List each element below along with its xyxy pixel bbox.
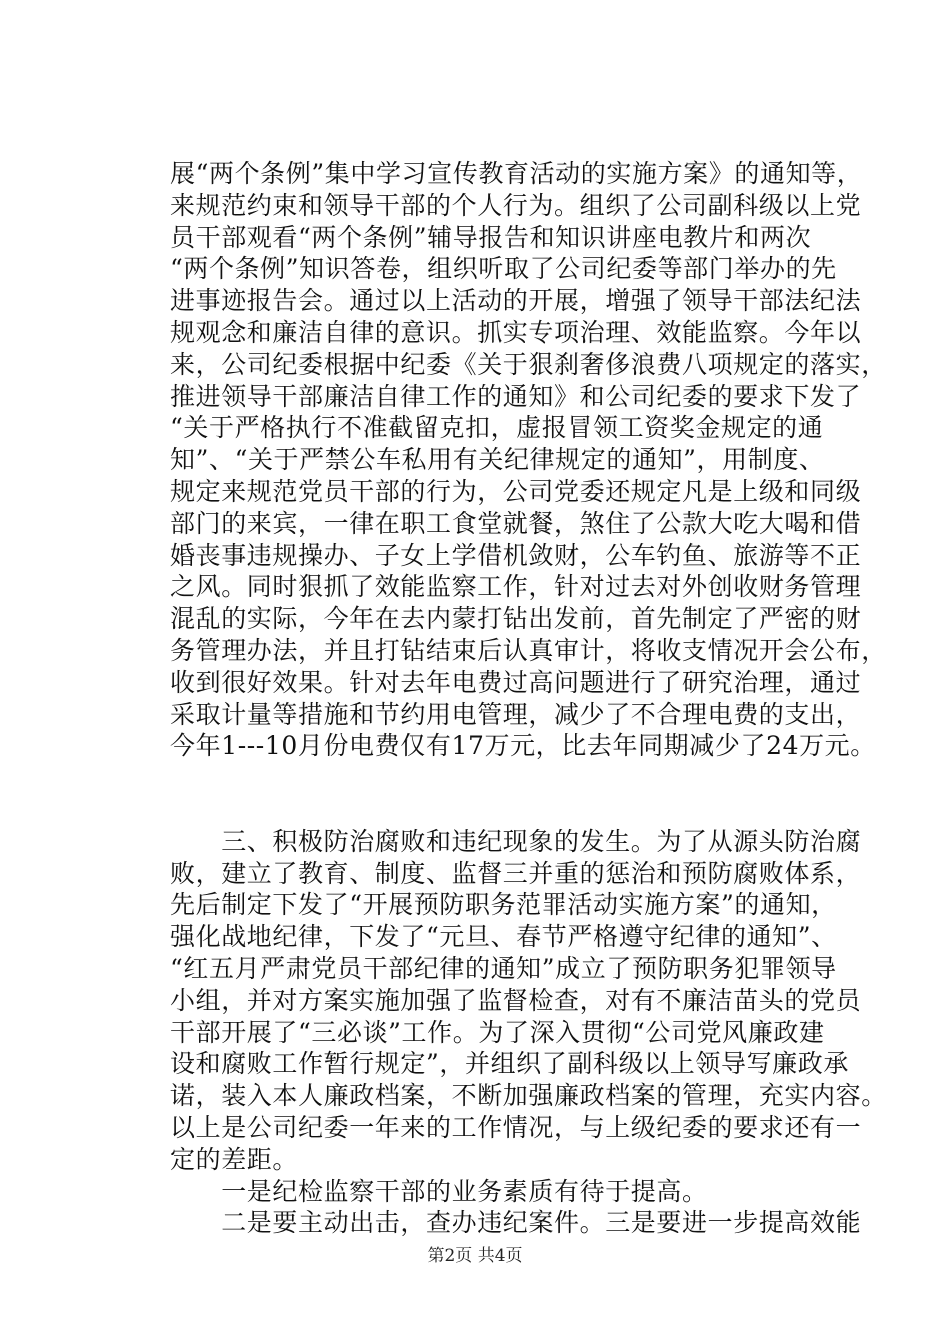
text-line: “两个条例”知识答卷，组织听取了公司纪委等部门举办的先 <box>170 254 837 284</box>
text-line: 规观念和廉洁自律的意识。抓实专项治理、效能监察。今年以 <box>170 317 862 347</box>
text-line: 务管理办法，并且打钻结束后认真审计，将收支情况开会公布， <box>170 635 887 665</box>
text-line: 展“两个条例”集中学习宣传教育活动的实施方案》的通知等， <box>170 159 863 188</box>
paragraph-gap <box>170 762 870 826</box>
page-number: 第2页 共4页 <box>427 1246 523 1266</box>
text-line: 进事迹报告会。通过以上活动的开展，增强了领导干部法纪法 <box>170 286 862 316</box>
text-line: 败，建立了教育、制度、监督三并重的惩治和预防腐败体系， <box>170 858 862 888</box>
text-line: 员干部观看“两个条例”辅导报告和知识讲座电教片和两次 <box>170 222 812 252</box>
text-line: 诺，装入本人廉政档案，不断加强廉政档案的管理，充实内容。 <box>170 1081 887 1111</box>
text-line: 强化战地纪律，下发了“元旦、春节严格遵守纪律的通知”、 <box>170 922 837 952</box>
text-line: “关于严格执行不准截留克扣，虚报冒领工资奖金规定的通 <box>170 413 824 443</box>
text-line: 小组，并对方案实施加强了监督检查，对有不廉洁苗头的党员 <box>170 985 862 1015</box>
text-line: 知”、“关于严禁公车私用有关纪律规定的通知”，用制度、 <box>170 445 825 475</box>
text-line: 收到很好效果。针对去年电费过高问题进行了研究治理，通过 <box>170 667 862 697</box>
text-line: 二是要主动出击，查办违纪案件。三是要进一步提高效能 <box>170 1208 862 1238</box>
text-line: 采取计量等措施和节约用电管理，减少了不合理电费的支出， <box>170 699 862 729</box>
text-line: “红五月严肃党员干部纪律的通知”成立了预防职务犯罪领导 <box>170 953 837 983</box>
paragraph-2 <box>170 826 887 1239</box>
text-line: 三、积极防治腐败和违纪现象的发生。为了从源头防治腐 <box>170 826 862 856</box>
text-line: 干部开展了“三必谈”工作。为了深入贯彻“公司党风廉政建 <box>170 1017 825 1047</box>
text-line: 部门的来宾，一律在职工食堂就餐，煞住了公款大吃大喝和借 <box>170 508 862 538</box>
text-line: 来，公司纪委根据中纪委《关于狠刹奢侈浪费八项规定的落实， <box>170 349 887 379</box>
text-line: 定的差距。 <box>170 1144 299 1174</box>
text-line: 推进领导干部廉洁自律工作的通知》和公司纪委的要求下发了 <box>170 381 862 411</box>
text-line: 今年1---10月份电费仅有17万元，比去年同期减少了24万元。 <box>170 731 876 761</box>
text-line: 以上是公司纪委一年来的工作情况，与上级纪委的要求还有一 <box>170 1112 862 1142</box>
text-line: 先后制定下发了“开展预防职务范罪活动实施方案”的通知， <box>170 890 837 920</box>
text-line: 设和腐败工作暂行规定”，并组织了副科级以上领导写廉政承 <box>170 1049 849 1079</box>
paragraph-1 <box>170 158 887 762</box>
text-line: 混乱的实际，今年在去内蒙打钻出发前，首先制定了严密的财 <box>170 604 862 634</box>
body-text <box>170 158 887 1239</box>
text-line: 规定来规范党员干部的行为，公司党委还规定凡是上级和同级 <box>170 476 862 506</box>
text-line: 之风。同时狠抓了效能监察工作，针对过去对外创收财务管理 <box>170 572 862 602</box>
text-line: 婚丧事违规操办、子女上学借机敛财，公车钓鱼、旅游等不正 <box>170 540 862 570</box>
text-line: 来规范约束和领导干部的个人行为。组织了公司副科级以上党 <box>170 190 862 220</box>
page-footer <box>0 1246 950 1266</box>
text-line: 一是纪检监察干部的业务素质有待于提高。 <box>170 1176 708 1206</box>
